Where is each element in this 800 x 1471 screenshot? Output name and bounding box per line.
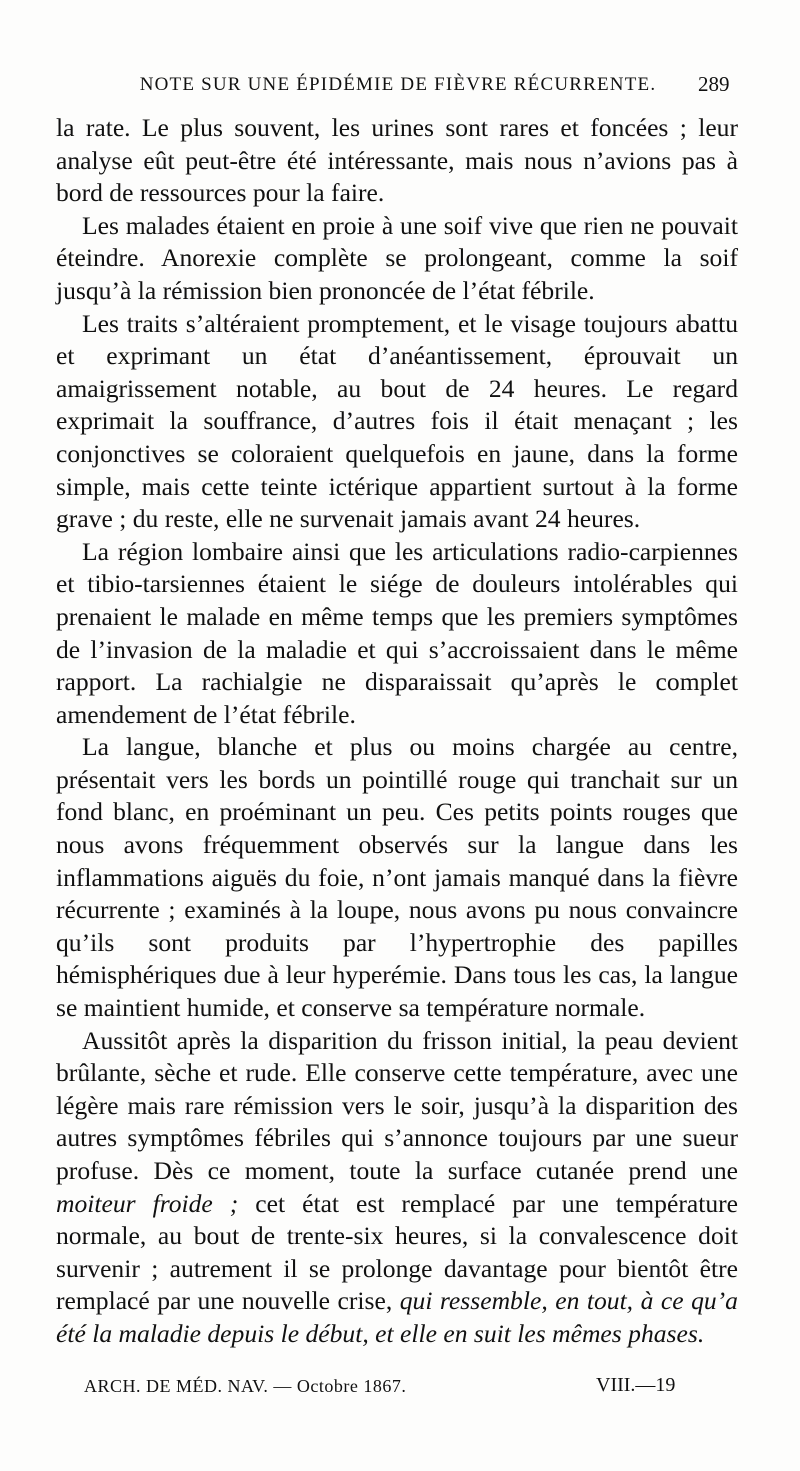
footer-signature: VIII.—19 — [596, 1374, 676, 1396]
paragraph-6-italic-ending: qui ressemble, en tout, à ce qu’a été la maladie depuis le début, et elle en suit les mêmes phases. — [56, 1286, 738, 1348]
paragraph-6 — [56, 1025, 738, 1351]
paragraph-6-italic-moiteur: moiteur froide ; — [56, 1188, 239, 1218]
running-title: NOTE SUR UNE ÉPIDÉMIE DE FIÈVRE RÉCURRENTE. — [139, 74, 657, 95]
paragraph-1: la rate. Le plus souvent, les urines sont rares et foncées ; leur analyse eût peut-être été intéressante, mais nous n’avions pas à bord de ressources pour la faire. — [56, 113, 738, 208]
body-text — [56, 112, 738, 1351]
paragraph-5: La langue, blanche et plus ou moins chargée au centre, présentait vers les bords un pointillé rouge qui tranchait sur un fond blanc, en proéminant un peu. Ces petits points rouges que nous avons fréquemment observés sur la langue dans les inflammations aiguës du foie, n’ont jamais manqué dans la fièvre récurrente ; examinés à la loupe, nous avons pu nous convaincre qu’ils sont produits par l’hypertrophie des papilles hémisphériques due à leur hyperémie. Dans tous les cas, la langue se maintient humide, et conserve sa température normale. — [56, 732, 738, 1023]
paragraph-6-text-middle: cet état est remplacé par une température normale, au bout de trente-six heures, si la convalescence doit survenir ; autrement il se prolonge davantage pour bientôt être remplacé par une nouvelle crise, — [56, 1188, 739, 1316]
paragraph-3: Les traits s’altéraient promptement, et le visage toujours abattu et exprimant un état d’anéantissement, éprouvait un amaigrissement notable, au bout de 24 heures. Le regard exprimait la souffrance, d’autres fois il était menaçant ; les conjonctives se coloraient quelquefois en jaune, dans la forme simple, mais cette teinte ictérique appartient surtout à la forme grave ; du reste, elle ne survenait jamais avant 24 heures. — [56, 308, 738, 534]
footer-journal: ARCH. DE MÉD. NAV. — Octobre 1867. — [84, 1376, 407, 1396]
paragraph-6-text-before: Aussitôt après la disparition du frisson initial, la peau devient brûlante, sèche et rude. Elle conserve cette température, avec une légère mais rare rémission vers le soir, jusqu’à la disparition des autres symptômes fébriles qui s’annonce toujours par une sueur profuse. Dès ce moment, toute la surface cutanée prend une — [56, 1025, 738, 1185]
paragraph-4: La région lombaire ainsi que les articulations radio-carpiennes et tibio-tarsiennes étaient le siége de douleurs intolérables qui prenaient le malade en même temps que les premiers symptômes de l’invasion de la maladie et qui s’accroissaient dans le même rapport. La rachialgie ne disparaissait qu’après le complet amendement de l’état fébrile. — [56, 536, 738, 729]
page-number: 289 — [698, 72, 730, 96]
paragraph-2: Les malades étaient en proie à une soif vive que rien ne pouvait éteindre. Anorexie complète se prolongeant, comme la soif jusqu’à la rémission bien prononcée de l’état fébrile. — [56, 210, 738, 305]
